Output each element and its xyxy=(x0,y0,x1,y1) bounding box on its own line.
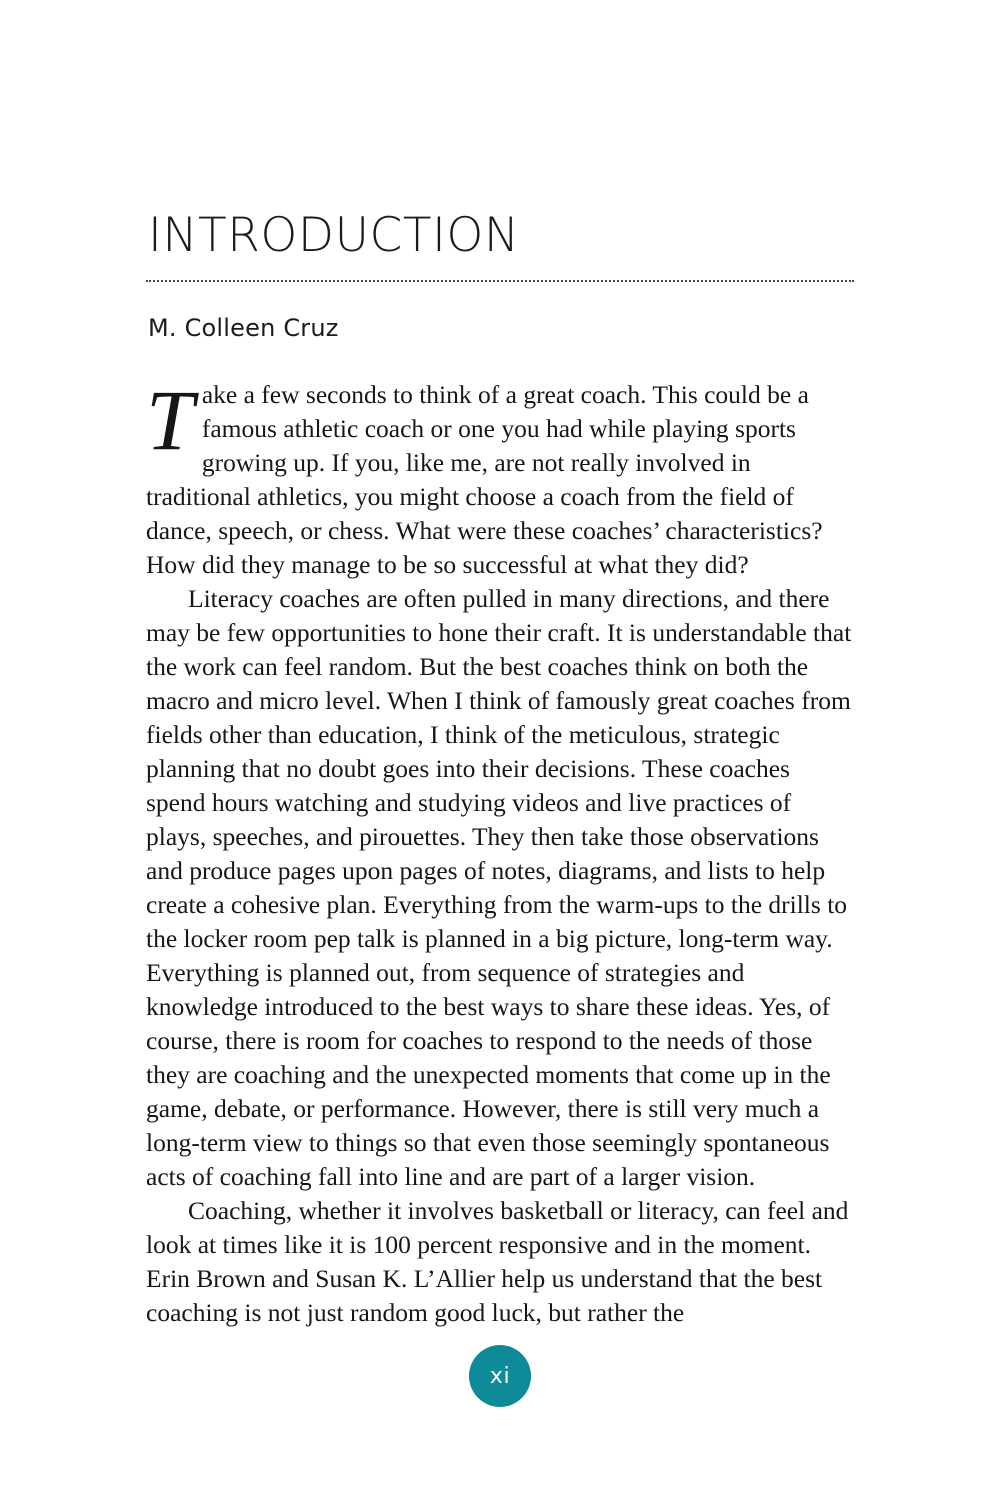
page-number-badge: xi xyxy=(469,1345,531,1407)
paragraph-3: Coaching, whether it involves basketball or literacy, can feel and look at times like it is 100 percent responsive and in the moment. Erin Brown and Susan K. L’Allier help us understand that the best coaching is not just random good luck, but rather the xyxy=(146,1195,849,1327)
page-title: INTRODUCTION xyxy=(148,208,520,263)
title-divider xyxy=(146,278,854,282)
page-content xyxy=(146,210,854,1330)
drop-cap: T xyxy=(146,371,194,468)
author-name: M. Colleen Cruz xyxy=(148,313,339,342)
paragraph-1-text: ake a few seconds to think of a great coach. This could be a famous athletic coach or one you had while playing sports growing up. If you, like me, are not really involved in traditional athletics, you might choose a coach from the field of dance, speech, or chess. What were these coaches’ characteristics? How did they manage to be so successful at what they did? xyxy=(146,379,823,579)
body-text xyxy=(146,371,854,1330)
paragraph-2: Literacy coaches are often pulled in many directions, and there may be few opportunities to hone their craft. It is understandable that the work can feel random. But the best coaches think on both the macro and micro level. When I think of famously great coaches from fields other than education, I think of the meticulous, strategic planning that no doubt goes into their decisions. These coaches spend hours watching and studying videos and live practices of plays, speeches, and pirouettes. They then take those observations and produce pages upon pages of notes, diagrams, and lists to help create a cohesive plan. Everything from the warm-ups to the drills to the locker room pep talk is planned in a big picture, long-term way. Everything is planned out, from sequence of strategies and knowledge introduced to the best ways to share these ideas. Yes, of course, there is room for coaches to respond to the needs of those they are coaching and the unexpected moments that come up in the game, debate, or performance. However, there is still very much a long-term view to things so that even those seemingly spontaneous acts of coaching fall into line and are part of a larger vision. xyxy=(146,583,852,1191)
paragraph-1 xyxy=(146,371,854,582)
